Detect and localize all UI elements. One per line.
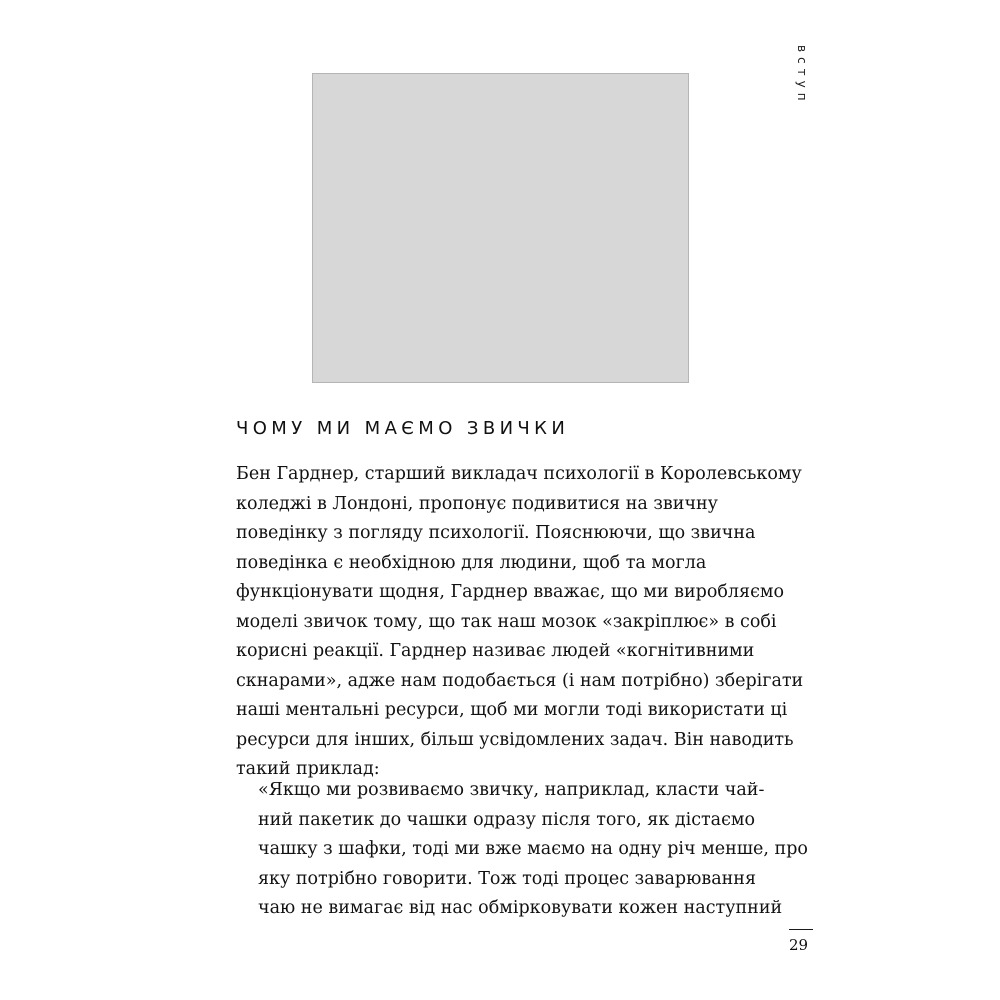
quote-line: «Якщо ми розвиваємо звичку, наприклад, класти чай- <box>258 780 765 800</box>
body-line: корисні реакції. Гарднер називає людей «когнітивними <box>236 641 755 661</box>
body-line: коледжі в Лондоні, пропонує подивитися на звичну <box>236 493 718 514</box>
body-line: ресурси для інших, більш усвідомлених задач. Він наводить <box>236 729 794 750</box>
page-number-rule <box>789 929 813 930</box>
body-paragraph <box>236 460 804 785</box>
body-line: функціонувати щодня, Гарднер вважає, що ми виробляємо <box>236 582 785 602</box>
page-number: 29 <box>789 936 809 954</box>
body-line: такий приклад: <box>236 759 380 779</box>
body-line: поведінку з погляду психології. Пояснюючи, що звична <box>236 523 756 543</box>
body-line: моделі звичок тому, що так наш мозок «закріплює» в собі <box>236 611 777 632</box>
body-line: Бен Гарднер, старший викладач психології в Королевському <box>236 464 802 484</box>
body-line: поведінка є необхідною для людини, щоб та могла <box>236 552 707 573</box>
quote-line: чашку з шафки, тоді ми вже маємо на одну річ менше, про <box>258 839 808 859</box>
section-title: ЧОМУ МИ МАЄМО ЗВИЧКИ <box>236 418 570 439</box>
running-head: вступ <box>795 45 809 106</box>
photo-placeholder <box>312 73 689 383</box>
quote-line: чаю не вимагає від нас обмірковувати кожен наступний <box>258 898 783 918</box>
body-line: скнарами», адже нам подобається (і нам потрібно) зберігати <box>236 670 804 691</box>
block-quote <box>258 776 808 924</box>
quote-line: ний пакетик до чашки одразу після того, як дістаємо <box>258 809 756 830</box>
quote-line: яку потрібно говорити. Тож тоді процес заварювання <box>258 868 756 889</box>
body-line: наші ментальні ресурси, щоб ми могли тоді використати ці <box>236 700 788 720</box>
